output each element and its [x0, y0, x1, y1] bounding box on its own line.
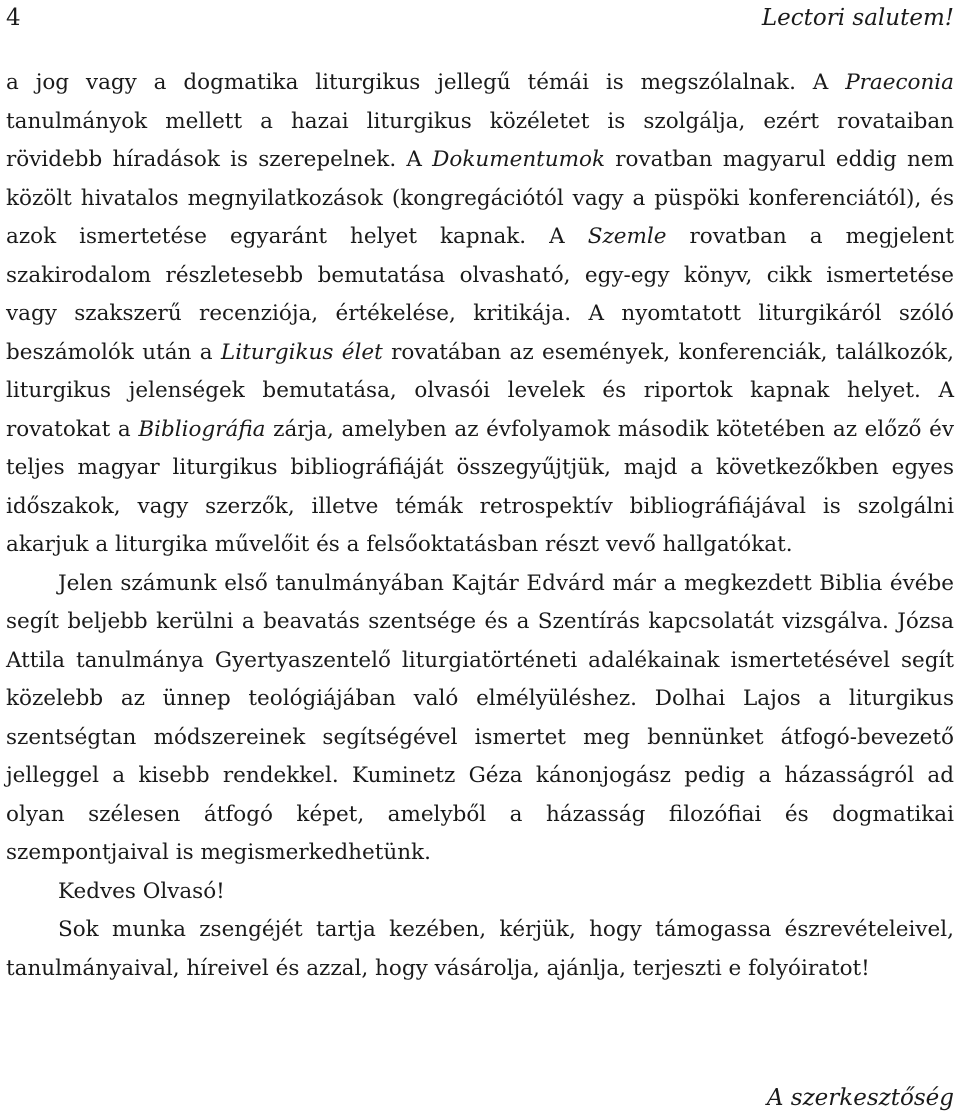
text-run: zárja, amelyben az évfolyamok második kötetében az előző év teljes magyar liturgikus bibliográfiáját összegyűjtjük, majd a következőkben egyes időszakok, vagy szerzők, illetve témák retrospektív bibliográfiájával is szolgálni akarjuk a liturgika művelőit és a felsőoktatásban részt vevő hallgatókat. [6, 416, 954, 557]
signature: A szerkesztőség [766, 1085, 954, 1111]
text-run: tanulmányok mellett a hazai liturgikus közéletet is szolgálja, ezért rovataiban rövidebb híradások is szerepelnek. A [6, 108, 954, 172]
paragraph [6, 565, 954, 873]
running-head [6, 0, 954, 44]
text-run: a jog vagy a dogmatika liturgikus jellegű témái is megszólalnak. A [6, 70, 846, 95]
italic-term: Bibliográfia [138, 416, 266, 442]
italic-term: Liturgikus élet [220, 339, 383, 365]
paragraph [6, 873, 954, 912]
text-run: Kedves Olvasó! [58, 878, 225, 904]
text-run: rovatban magyarul eddig nem közölt hivatalos megnyilatkozások (kongregációtól vagy a püspöki konferenciától), és azok ismertetése egyaránt helyet kapnak. A [6, 147, 954, 249]
page-number: 4 [6, 5, 21, 31]
text-run: rovatban a megjelent szakirodalom részletesebb bemutatása olvasható, egy-egy könyv, cikk ismertetése vagy szakszerű recenziója, értékelése, kritikája. A nyomtatott liturgikáról szóló beszámolók után a [6, 224, 954, 365]
running-title: Lectori salutem! [761, 5, 954, 31]
paragraph [6, 911, 954, 988]
document-page [6, 0, 954, 1120]
text-run: rovatában az események, konferenciák, találkozók, liturgikus jelenségek bemutatása, olvasói levelek és riportok kapnak helyet. A rovatokat a [6, 339, 955, 442]
italic-term: Dokumentumok [432, 147, 606, 172]
text-run: Jelen számunk első tanulmányában Kajtár Edvárd már a megkezdett Biblia évébe segít beljebb kerülni a beavatás szentsége és a Szentírás kapcsolatát vizsgálva. Józsa Attila tanulmánya Gyertyaszentelő liturgiatörténeti adalékainak ismertetésével segít közelebb az ünnep teológiájában való elmélyüléshez. Dolhai Lajos a liturgikus szentségtan módszereinek segítségével ismertet meg bennünket átfogó-bevezető jelleggel a kisebb rendekkel. Kuminetz Géza kánonjogász pedig a házasságról ad olyan szélesen átfogó képet, amelyből a házasság filozófiai és dogmatikai szempontjaival is megismerkedhetünk. [6, 570, 954, 865]
italic-term: Szemle [587, 224, 667, 249]
text-run: Sok munka zsengéjét tartja kezében, kérjük, hogy támogassa észrevételeivel, tanulmányaival, híreivel és azzal, hogy vásárolja, ajánlja, terjeszti e folyóiratot! [6, 917, 954, 981]
italic-term: Praeconia [845, 70, 954, 95]
body-text [6, 64, 954, 988]
paragraph [6, 64, 954, 565]
